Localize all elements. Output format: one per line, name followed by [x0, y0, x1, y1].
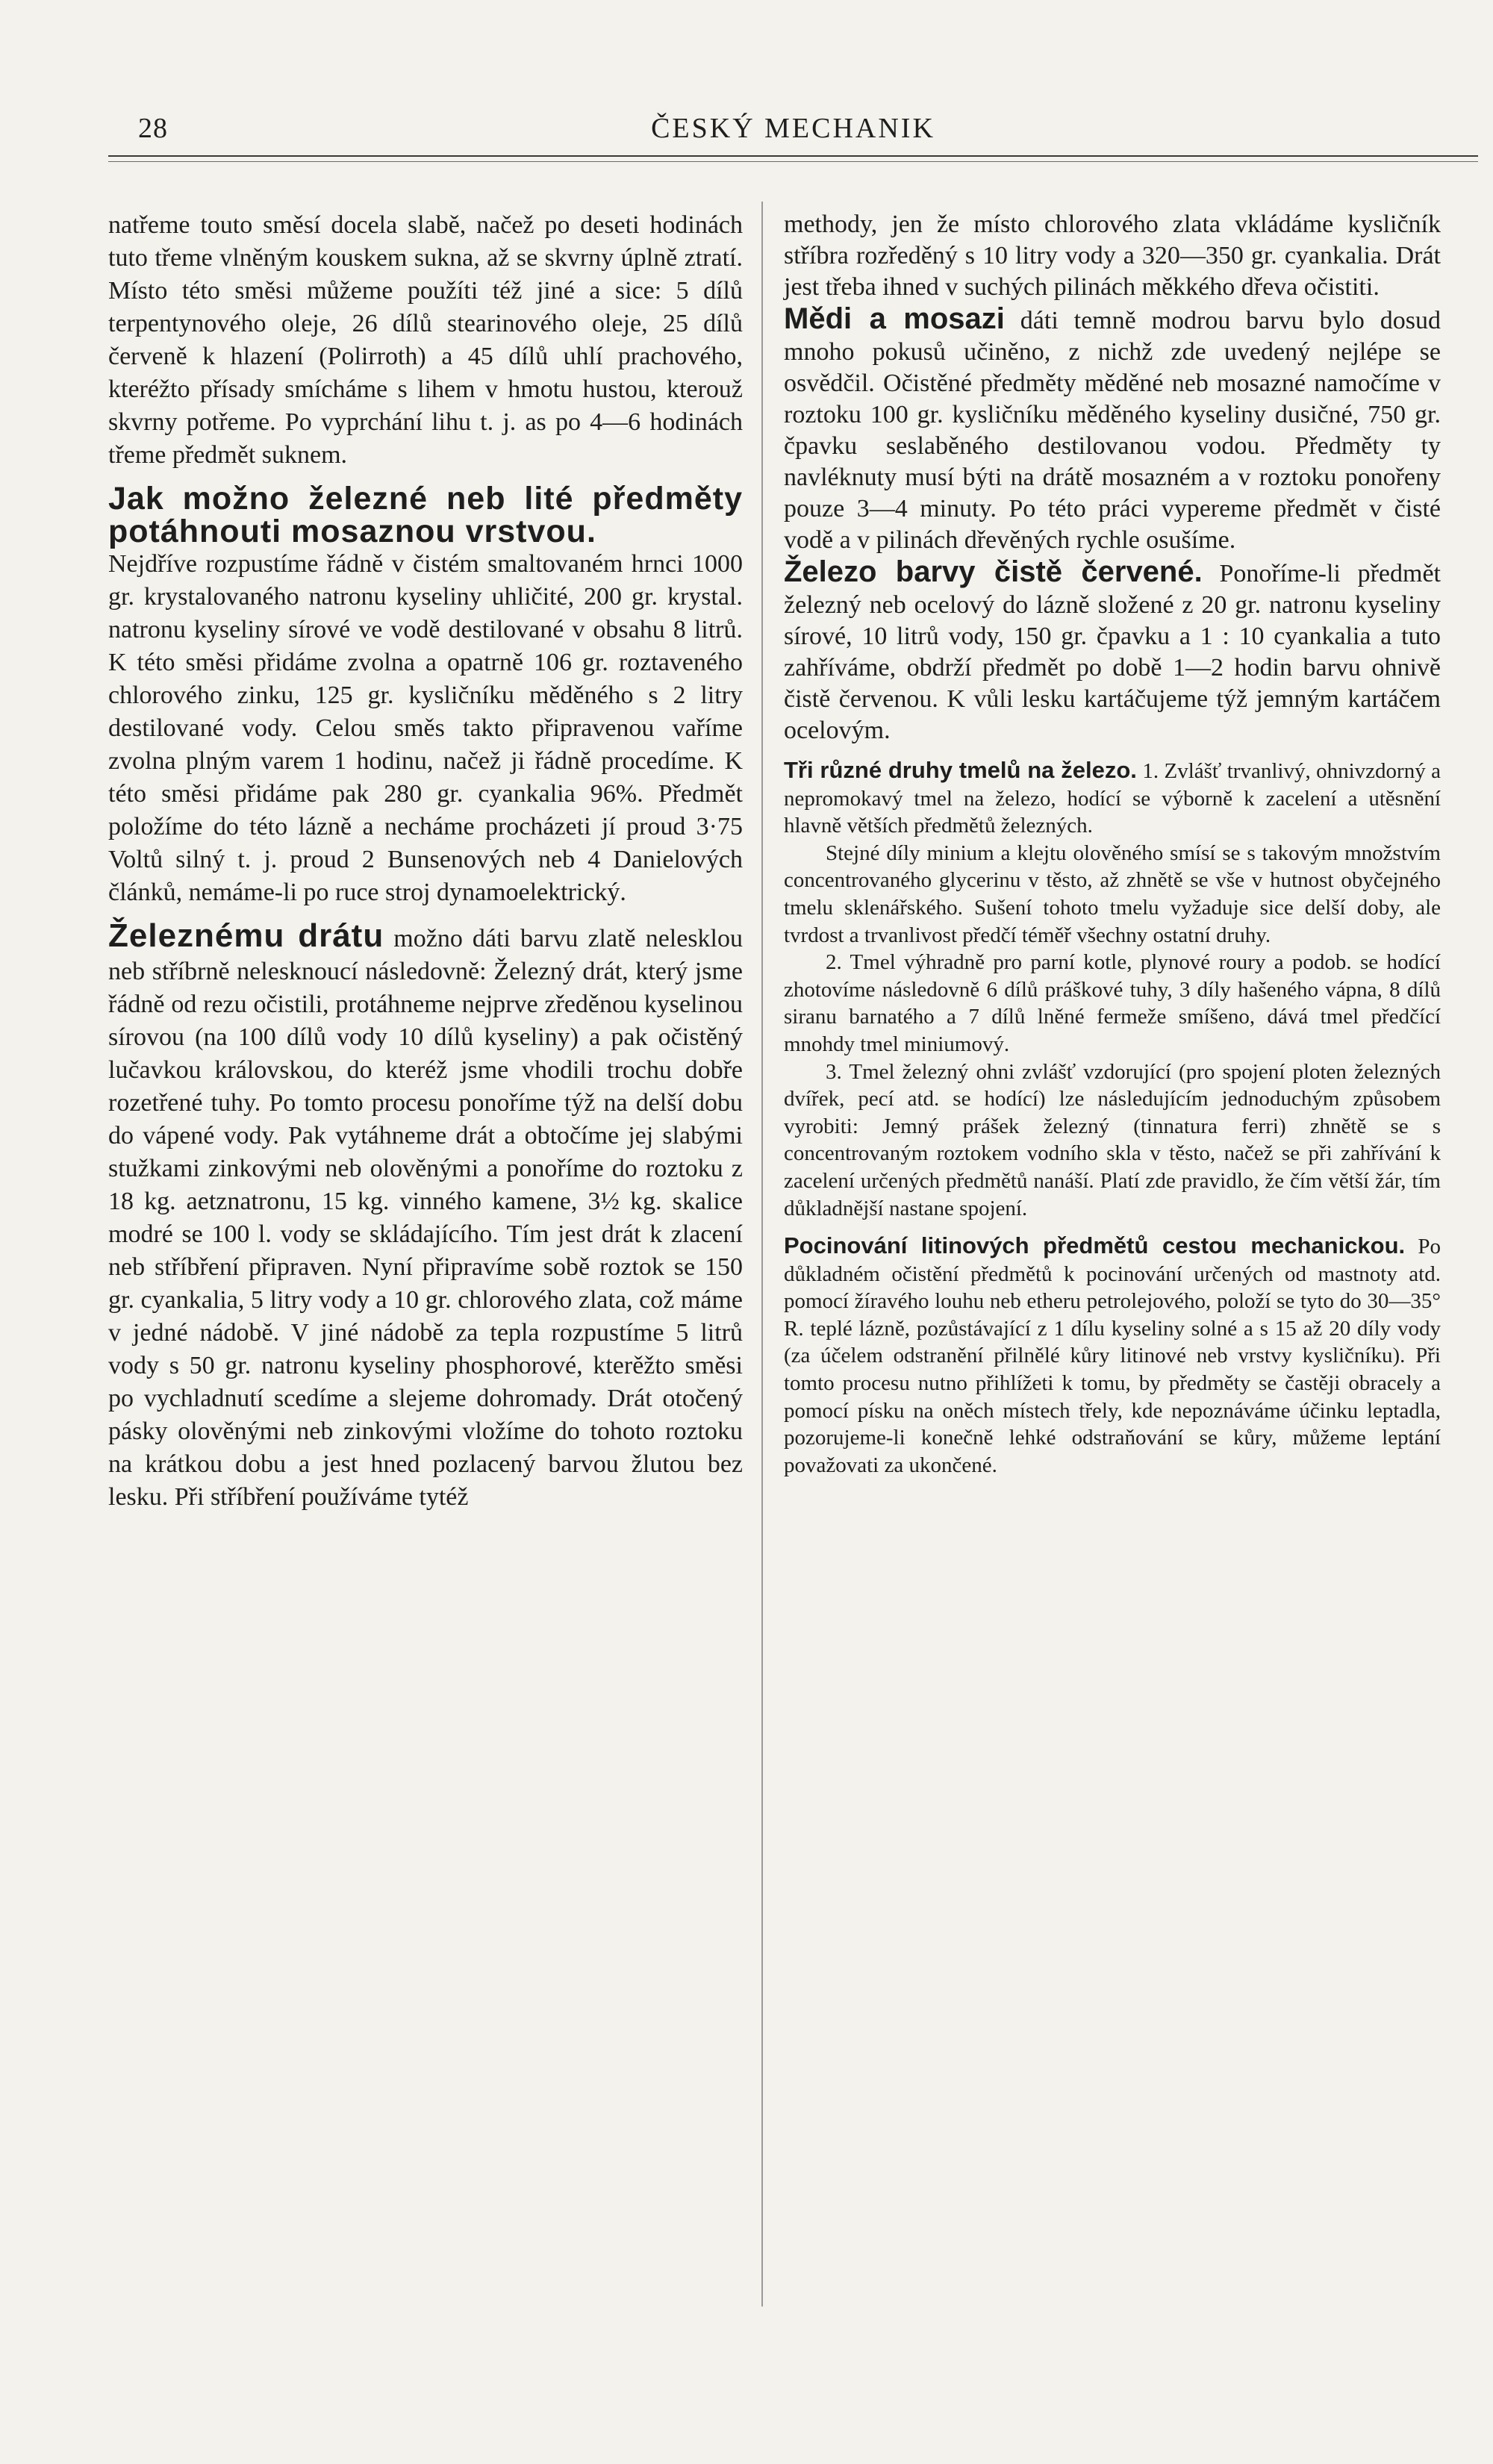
- paragraph-iron-wire: [108, 917, 743, 1514]
- heading-red-iron: Železo barvy čistě červené.: [784, 555, 1203, 588]
- paragraph-cements-1: [784, 757, 1441, 840]
- paragraph-tinning: [784, 1232, 1441, 1479]
- header-rule-thin: [108, 161, 1478, 162]
- running-title: ČESKÝ MECHANIK: [651, 113, 935, 144]
- heading-cements: Tři různé druhy tmelů na železo.: [784, 757, 1137, 783]
- paragraph-copper-brass: [784, 303, 1441, 556]
- paragraph-red-iron: [784, 556, 1441, 746]
- paragraph-cements-recipe: Stejné díly minium a klejtu olověného smísí se s takovým množstvím concentrovaného glycerinu v těsto, až zhnětě se vše v hutnost obyčejného tmelu sklenářského. Sušení tohoto tmelu vyžaduje sice delší doby, ale tvrdost a trvanlivost předčí téměř všechny ostatní druhy.: [784, 840, 1441, 947]
- page-number: 28: [138, 113, 168, 144]
- column-divider: [761, 202, 763, 2307]
- heading-brass-coating: Jak možno železné neb lité předměty potáhnouti mosaznou vrstvou.: [108, 481, 743, 549]
- heading-copper-brass: Mědi a mosazi: [784, 302, 1005, 335]
- paragraph-red-iron-text: Ponoříme-li předmět železný neb ocelový do lázně složené z 20 gr. natronu kyseliny sírové, 10 litrů vody, 150 gr. čpavku a 1 : 10 cyankalia a tuto zahříváme, obdrží předmět po době 1—2 hodin barvu ohnivě čistě červenou. K vůli lesku kartáčujeme týž jemným kartáčem ocelovým.: [784, 560, 1441, 744]
- paragraph-brass-coating: Nejdříve rozpustíme řádně v čistém smaltovaném hrnci 1000 gr. krystalovaného natronu kyseliny uhličité, 200 gr. krystal. natronu kyseliny sírové ve vodě destilované v obsahu 8 litrů. K této směsi přidáme zvolna a opatrně 106 gr. roztaveného chlorového zinku, 125 gr. kysličníku měděného s 2 litry destilované vody. Celou směs takto připravenou vaříme zvolna plným varem 1 hodinu, načež ji řádně procedíme. K této směsi přidáme pak 280 gr. cyankalia 96%. Předmět položíme do této lázně a necháme procházeti jí proud 3·75 Voltů silný t. j. proud 2 Bunsenových neb 4 Danielových článků, nemáme-li po ruce stroj dynamoelektrický.: [108, 550, 743, 906]
- paragraph-iron-wire-text: možno dáti barvu zlatě nelesklou neb stříbrně nelesknoucí následovně: Železný drát, který jsme řádně od rezu očistili, protáhneme nejprve zředěnou kyselinou sírovou (na 100 dílů vody 10 dílů kyseliny) a pak očistěný lučavkou královskou, do kteréž jsme vhodili trochu dobře rozetřené tuhy. Po tomto procesu ponoříme týž na delší dobu do vápené vody. Pak vytáhneme drát a obtočíme jej slabými stužkami zinkovými neb olověnými a ponoříme do roztoku z 18 kg. aetznatronu, 15 kg. vinného kamene, 3½ kg. skalice modré se 100 l. vody se skládajícího. Tím jest drát k zlacení neb stříbření připraven. Nyní připravíme sobě roztok se 150 gr. cyankalia, 5 litry vody a 10 gr. chlorového zlata, což máme v jedné nádobě. V jiné nádobě za tepla rozpustíme 5 litrů vody s 50 gr. natronu kyseliny phosphorové, kterěžto směsi po vychladnutí scedíme a slejeme dohromady. Drát otočený pásky olověnými neb zinkovými vložíme do tohoto roztoku na krátkou dobu a jest hned pozlacený barvou žlutou bez lesku. Při stříbření používáme tytéž: [108, 925, 743, 1511]
- heading-iron-wire: Železnému drátu: [108, 917, 384, 954]
- paragraph-tinning-text: Po důkladném očistění předmětů k pocinování určených od mastnoty atd. pomocí žíravého louhu neb etheru petrolejového, položí se tyto do 30—35° R. teplé lázně, pozůstávající z 1 dílu kyseliny solné a s 15 až 20 díly vody (za účelem odstranění přilnělé kůry litinové neb vrstvy kysličníku). Při tomto procesu nutno přihlížeti k tomu, by předměty se častěji obracely a pomocí písku na oněch místech třely, kde nepoznáváme účinku leptadla, pozorujeme-li konečně lehké odstraňování se kůry, můžeme leptání považovati za ukončené.: [784, 1235, 1441, 1477]
- heading-tinning: Pocinování litinových předmětů cestou mechanickou.: [784, 1232, 1406, 1259]
- left-column: [108, 209, 743, 1514]
- paragraph-stain-removal: natřeme touto směsí docela slabě, načež po deseti hodinách tuto třeme vlněným kouskem sukna, až se skvrny úplně ztratí. Místo této směsi můžeme použíti též jiné a sice: 5 dílů terpentynového oleje, 26 dílů stearinového oleje, 25 dílů červeně k hlazení (Polirroth) a 45 dílů uhlí prachového, kteréžto přísady smícháme s lihem v hmotu hustou, kterouž skvrny potřeme. Po vyprchání lihu t. j. as po 4—6 hodinách třeme předmět suknem.: [108, 211, 743, 469]
- paragraph-cements-2: 2. Tmel výhradně pro parní kotle, plynové roury a podob. se hodící zhotovíme následovně 6 dílů práškové tuhy, 3 díly hašeného vápna, 8 dílů siranu barnatého a 7 dílů lněné fermeže smíšeno, dává tmel předčící mnohdy tmel miniumový.: [784, 950, 1441, 1056]
- page-header: [108, 112, 1478, 149]
- paragraph-copper-brass-text: dáti temně modrou barvu bylo dosud mnoho pokusů učiněno, z nichž zde uvedený nejlépe se osvědčil. Očistěné předměty měděné neb mosazné namočíme v roztoku 100 gr. kysličníku měděného kyseliny dusičné, 750 gr. čpavku seslaběného destilovanou vodou. Předměty ty navléknuty musí býti na drátě mosazném a v roztoku ponořeny pouze 3—4 minuty. Po této práci vypereme předmět v čisté vodě a v pilinách dřevěných rychle osušíme.: [784, 307, 1441, 554]
- paragraph-silver-method: methody, jen že místo chlorového zlata vkládáme kysličník stříbra rozředěný s 10 litry vody a 320—350 gr. cyankalia. Drát jest třeba ihned v suchých pilinách měkkého dřeva očistiti.: [784, 210, 1441, 301]
- paragraph-cements-1-text: 1. Zvlášť trvanlivý, ohnivzdorný a nepromokavý tmel na železo, hodící se výborně k zacelení a utěsnění hlavně větších předmětů železných.: [784, 759, 1441, 838]
- header-rule: [108, 155, 1478, 157]
- paragraph-cements-3: 3. Tmel železný ohni zvlášť vzdorující (pro spojení ploten železných dvířek, pecí atd. se hodící) lze následujícím jednoduchým způsobem vyrobiti: Jemný prášek železný (tinnatura ferri) zhnětě se s concentrovaným roztokem vodního skla v těsto, načež se při zahřívání k zacelení určených předmětů nanáší. Platí zde pravidlo, že čím větší žár, tím důkladnější nastane spojení.: [784, 1059, 1441, 1220]
- right-column: [784, 209, 1441, 1479]
